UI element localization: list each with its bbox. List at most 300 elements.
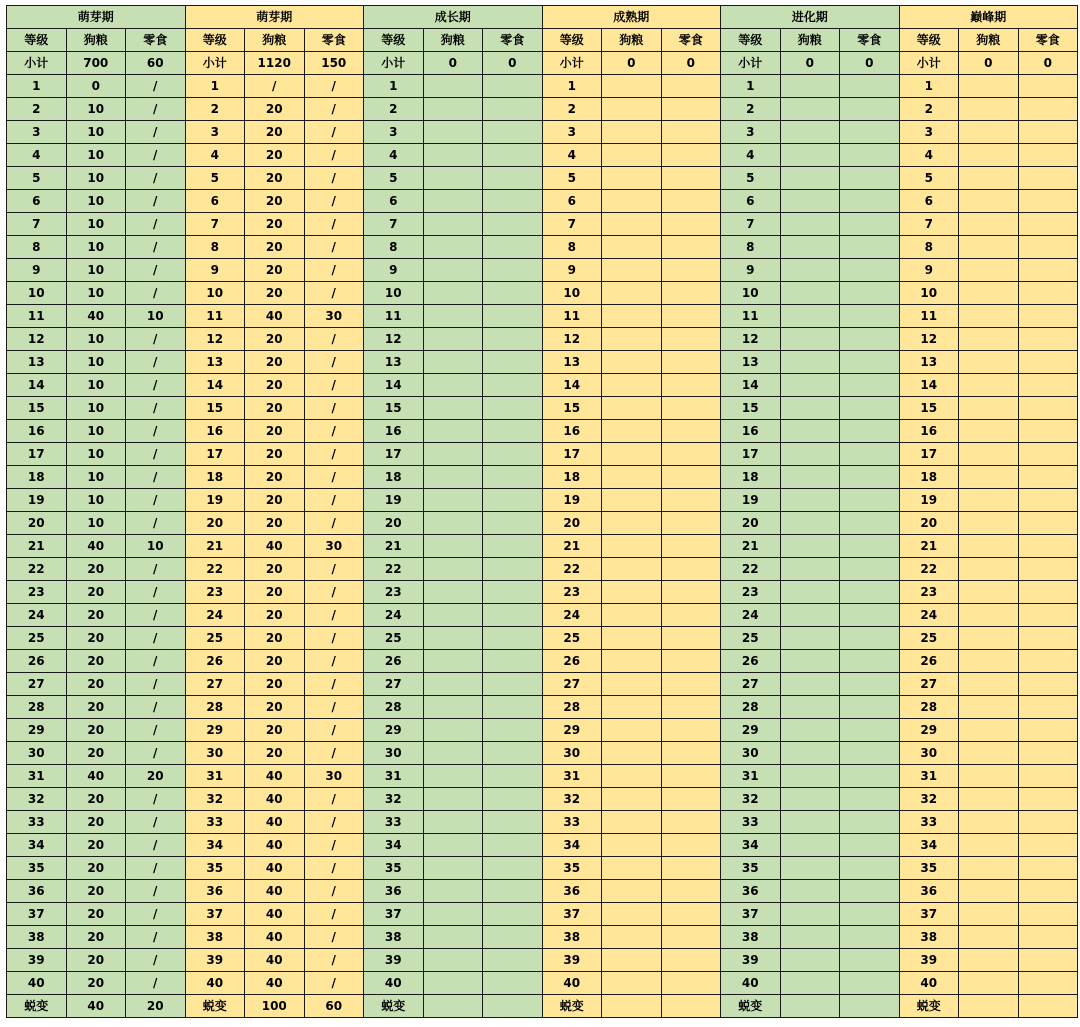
food-cell[interactable] [780, 880, 840, 903]
snack-cell[interactable] [483, 719, 543, 742]
food-cell[interactable] [423, 903, 483, 926]
level-cell[interactable]: 27 [364, 673, 424, 696]
snack-cell[interactable] [840, 558, 900, 581]
level-cell[interactable]: 7 [364, 213, 424, 236]
snack-cell[interactable] [483, 420, 543, 443]
level-cell[interactable]: 38 [542, 926, 602, 949]
snack-cell[interactable] [483, 765, 543, 788]
food-cell[interactable] [959, 466, 1019, 489]
food-cell[interactable]: 20 [66, 742, 126, 765]
food-cell[interactable] [602, 788, 662, 811]
food-cell[interactable] [959, 236, 1019, 259]
snack-cell[interactable] [661, 190, 721, 213]
level-cell[interactable]: 32 [7, 788, 67, 811]
snack-cell[interactable] [483, 903, 543, 926]
snack-cell[interactable] [661, 581, 721, 604]
level-cell[interactable]: 27 [721, 673, 781, 696]
level-cell[interactable]: 31 [721, 765, 781, 788]
final-snack[interactable]: 60 [304, 995, 364, 1018]
snack-cell[interactable]: / [126, 328, 186, 351]
food-cell[interactable] [423, 719, 483, 742]
snack-cell[interactable] [483, 213, 543, 236]
food-cell[interactable]: 40 [245, 949, 305, 972]
snack-cell[interactable]: / [126, 742, 186, 765]
food-cell[interactable] [959, 903, 1019, 926]
level-cell[interactable]: 40 [185, 972, 245, 995]
food-cell[interactable] [780, 190, 840, 213]
food-cell[interactable] [602, 374, 662, 397]
level-cell[interactable]: 24 [899, 604, 959, 627]
level-cell[interactable]: 32 [364, 788, 424, 811]
level-cell[interactable]: 40 [721, 972, 781, 995]
level-cell[interactable]: 15 [721, 397, 781, 420]
snack-cell[interactable]: / [126, 696, 186, 719]
snack-cell[interactable] [1018, 903, 1078, 926]
snack-cell[interactable] [483, 742, 543, 765]
level-cell[interactable]: 29 [364, 719, 424, 742]
food-cell[interactable] [423, 880, 483, 903]
snack-cell[interactable] [1018, 98, 1078, 121]
snack-cell[interactable] [840, 374, 900, 397]
snack-cell[interactable] [840, 190, 900, 213]
food-cell[interactable]: 20 [245, 121, 305, 144]
food-cell[interactable] [959, 282, 1019, 305]
column-header-food[interactable]: 狗粮 [423, 29, 483, 52]
level-cell[interactable]: 25 [899, 627, 959, 650]
level-cell[interactable]: 27 [185, 673, 245, 696]
level-cell[interactable]: 10 [7, 282, 67, 305]
snack-cell[interactable]: / [126, 489, 186, 512]
level-cell[interactable]: 33 [899, 811, 959, 834]
level-cell[interactable]: 39 [7, 949, 67, 972]
snack-cell[interactable] [483, 581, 543, 604]
snack-cell[interactable] [840, 857, 900, 880]
snack-cell[interactable] [840, 696, 900, 719]
food-cell[interactable] [959, 397, 1019, 420]
level-cell[interactable]: 3 [721, 121, 781, 144]
level-cell[interactable]: 20 [542, 512, 602, 535]
food-cell[interactable] [780, 328, 840, 351]
snack-cell[interactable]: / [126, 236, 186, 259]
level-cell[interactable]: 39 [542, 949, 602, 972]
subtotal-food[interactable]: 1120 [245, 52, 305, 75]
food-cell[interactable] [780, 236, 840, 259]
column-header-snack[interactable]: 零食 [126, 29, 186, 52]
food-cell[interactable]: 20 [245, 604, 305, 627]
stage-header[interactable]: 萌芽期 [7, 6, 186, 29]
food-cell[interactable] [780, 305, 840, 328]
food-cell[interactable]: 20 [245, 351, 305, 374]
snack-cell[interactable]: / [126, 627, 186, 650]
snack-cell[interactable] [483, 374, 543, 397]
snack-cell[interactable]: / [304, 443, 364, 466]
food-cell[interactable] [423, 696, 483, 719]
level-cell[interactable]: 29 [899, 719, 959, 742]
food-cell[interactable] [959, 535, 1019, 558]
food-cell[interactable] [780, 926, 840, 949]
snack-cell[interactable] [1018, 167, 1078, 190]
food-cell[interactable] [602, 903, 662, 926]
subtotal-label[interactable]: 小计 [364, 52, 424, 75]
snack-cell[interactable]: / [304, 604, 364, 627]
food-cell[interactable] [423, 673, 483, 696]
snack-cell[interactable] [840, 282, 900, 305]
food-cell[interactable]: 10 [66, 351, 126, 374]
subtotal-food[interactable]: 0 [959, 52, 1019, 75]
snack-cell[interactable] [661, 305, 721, 328]
level-cell[interactable]: 22 [721, 558, 781, 581]
level-cell[interactable]: 13 [542, 351, 602, 374]
level-cell[interactable]: 7 [899, 213, 959, 236]
level-cell[interactable]: 23 [364, 581, 424, 604]
snack-cell[interactable]: / [126, 811, 186, 834]
stage-header[interactable]: 成长期 [364, 6, 543, 29]
snack-cell[interactable] [483, 558, 543, 581]
snack-cell[interactable] [1018, 374, 1078, 397]
snack-cell[interactable]: / [126, 397, 186, 420]
food-cell[interactable] [423, 834, 483, 857]
level-cell[interactable]: 3 [364, 121, 424, 144]
snack-cell[interactable]: / [304, 121, 364, 144]
snack-cell[interactable] [483, 788, 543, 811]
snack-cell[interactable] [1018, 535, 1078, 558]
snack-cell[interactable]: / [304, 75, 364, 98]
snack-cell[interactable]: / [126, 650, 186, 673]
food-cell[interactable] [602, 857, 662, 880]
level-cell[interactable]: 16 [542, 420, 602, 443]
stage-header[interactable]: 萌芽期 [185, 6, 364, 29]
snack-cell[interactable]: / [126, 949, 186, 972]
food-cell[interactable]: 10 [66, 98, 126, 121]
snack-cell[interactable] [840, 972, 900, 995]
food-cell[interactable] [602, 305, 662, 328]
snack-cell[interactable] [840, 719, 900, 742]
food-cell[interactable] [423, 972, 483, 995]
snack-cell[interactable] [1018, 742, 1078, 765]
snack-cell[interactable] [1018, 144, 1078, 167]
level-cell[interactable]: 7 [721, 213, 781, 236]
level-cell[interactable]: 15 [7, 397, 67, 420]
snack-cell[interactable]: / [304, 811, 364, 834]
food-cell[interactable] [423, 328, 483, 351]
level-cell[interactable]: 14 [185, 374, 245, 397]
food-cell[interactable] [959, 190, 1019, 213]
snack-cell[interactable] [1018, 213, 1078, 236]
snack-cell[interactable] [661, 121, 721, 144]
snack-cell[interactable]: / [126, 167, 186, 190]
food-cell[interactable]: 40 [245, 788, 305, 811]
food-cell[interactable] [602, 236, 662, 259]
food-cell[interactable] [602, 719, 662, 742]
snack-cell[interactable] [840, 535, 900, 558]
level-cell[interactable]: 7 [7, 213, 67, 236]
column-header-snack[interactable]: 零食 [1018, 29, 1078, 52]
final-food[interactable] [780, 995, 840, 1018]
snack-cell[interactable] [1018, 696, 1078, 719]
food-cell[interactable]: 40 [245, 880, 305, 903]
food-cell[interactable]: 20 [66, 857, 126, 880]
food-cell[interactable]: 20 [245, 443, 305, 466]
final-snack[interactable] [661, 995, 721, 1018]
food-cell[interactable] [780, 374, 840, 397]
snack-cell[interactable] [840, 949, 900, 972]
level-cell[interactable]: 30 [721, 742, 781, 765]
snack-cell[interactable]: / [126, 903, 186, 926]
level-cell[interactable]: 25 [185, 627, 245, 650]
snack-cell[interactable]: 30 [304, 535, 364, 558]
level-cell[interactable]: 34 [7, 834, 67, 857]
snack-cell[interactable] [840, 788, 900, 811]
food-cell[interactable] [423, 926, 483, 949]
snack-cell[interactable] [661, 512, 721, 535]
level-cell[interactable]: 9 [7, 259, 67, 282]
level-cell[interactable]: 38 [721, 926, 781, 949]
food-cell[interactable]: 40 [245, 903, 305, 926]
subtotal-label[interactable]: 小计 [542, 52, 602, 75]
column-header-snack[interactable]: 零食 [661, 29, 721, 52]
snack-cell[interactable] [840, 834, 900, 857]
snack-cell[interactable] [483, 673, 543, 696]
level-cell[interactable]: 18 [899, 466, 959, 489]
food-cell[interactable] [602, 144, 662, 167]
food-cell[interactable] [780, 604, 840, 627]
level-cell[interactable]: 30 [542, 742, 602, 765]
subtotal-label[interactable]: 小计 [721, 52, 781, 75]
level-cell[interactable]: 29 [542, 719, 602, 742]
food-cell[interactable]: 20 [245, 259, 305, 282]
level-cell[interactable]: 39 [185, 949, 245, 972]
food-cell[interactable]: / [245, 75, 305, 98]
food-cell[interactable]: 20 [245, 512, 305, 535]
snack-cell[interactable] [483, 489, 543, 512]
level-cell[interactable]: 5 [7, 167, 67, 190]
level-cell[interactable]: 36 [899, 880, 959, 903]
snack-cell[interactable]: / [304, 351, 364, 374]
level-cell[interactable]: 18 [185, 466, 245, 489]
food-cell[interactable] [602, 811, 662, 834]
level-cell[interactable]: 1 [7, 75, 67, 98]
column-header-level[interactable]: 等级 [185, 29, 245, 52]
subtotal-food[interactable]: 0 [602, 52, 662, 75]
food-cell[interactable] [959, 972, 1019, 995]
final-label[interactable]: 蜕变 [721, 995, 781, 1018]
level-cell[interactable]: 31 [542, 765, 602, 788]
food-cell[interactable] [423, 420, 483, 443]
food-cell[interactable]: 20 [245, 673, 305, 696]
food-cell[interactable] [780, 673, 840, 696]
snack-cell[interactable]: / [304, 512, 364, 535]
snack-cell[interactable] [1018, 926, 1078, 949]
subtotal-food[interactable]: 0 [780, 52, 840, 75]
snack-cell[interactable]: / [304, 857, 364, 880]
snack-cell[interactable]: / [126, 98, 186, 121]
level-cell[interactable]: 20 [364, 512, 424, 535]
food-cell[interactable] [959, 857, 1019, 880]
snack-cell[interactable] [840, 604, 900, 627]
food-cell[interactable] [423, 742, 483, 765]
level-cell[interactable]: 28 [185, 696, 245, 719]
level-cell[interactable]: 36 [7, 880, 67, 903]
level-cell[interactable]: 17 [185, 443, 245, 466]
food-cell[interactable] [423, 788, 483, 811]
food-cell[interactable] [780, 512, 840, 535]
column-header-food[interactable]: 狗粮 [959, 29, 1019, 52]
level-cell[interactable]: 18 [364, 466, 424, 489]
food-cell[interactable]: 40 [245, 535, 305, 558]
snack-cell[interactable] [840, 305, 900, 328]
snack-cell[interactable] [840, 397, 900, 420]
food-cell[interactable] [423, 75, 483, 98]
snack-cell[interactable] [661, 213, 721, 236]
food-cell[interactable] [780, 949, 840, 972]
snack-cell[interactable]: / [126, 512, 186, 535]
level-cell[interactable]: 2 [185, 98, 245, 121]
level-cell[interactable]: 28 [899, 696, 959, 719]
level-cell[interactable]: 5 [185, 167, 245, 190]
food-cell[interactable] [959, 581, 1019, 604]
food-cell[interactable]: 10 [66, 420, 126, 443]
level-cell[interactable]: 28 [542, 696, 602, 719]
level-cell[interactable]: 23 [899, 581, 959, 604]
snack-cell[interactable]: / [304, 328, 364, 351]
snack-cell[interactable]: / [304, 420, 364, 443]
food-cell[interactable] [423, 949, 483, 972]
snack-cell[interactable] [840, 466, 900, 489]
level-cell[interactable]: 5 [364, 167, 424, 190]
food-cell[interactable] [423, 857, 483, 880]
snack-cell[interactable] [1018, 558, 1078, 581]
food-cell[interactable] [959, 167, 1019, 190]
food-cell[interactable]: 20 [66, 673, 126, 696]
food-cell[interactable] [780, 765, 840, 788]
level-cell[interactable]: 29 [721, 719, 781, 742]
snack-cell[interactable] [840, 98, 900, 121]
food-cell[interactable] [602, 420, 662, 443]
snack-cell[interactable]: / [304, 949, 364, 972]
level-cell[interactable]: 10 [721, 282, 781, 305]
food-cell[interactable]: 10 [66, 512, 126, 535]
food-cell[interactable] [780, 535, 840, 558]
level-cell[interactable]: 34 [364, 834, 424, 857]
snack-cell[interactable] [1018, 972, 1078, 995]
snack-cell[interactable]: / [126, 673, 186, 696]
food-cell[interactable] [780, 650, 840, 673]
final-food[interactable] [602, 995, 662, 1018]
food-cell[interactable] [959, 443, 1019, 466]
snack-cell[interactable]: / [304, 213, 364, 236]
food-cell[interactable] [780, 167, 840, 190]
snack-cell[interactable]: / [304, 282, 364, 305]
food-cell[interactable]: 20 [245, 98, 305, 121]
food-cell[interactable] [959, 673, 1019, 696]
level-cell[interactable]: 1 [542, 75, 602, 98]
food-cell[interactable] [780, 696, 840, 719]
food-cell[interactable]: 10 [66, 190, 126, 213]
level-cell[interactable]: 11 [721, 305, 781, 328]
snack-cell[interactable]: / [126, 420, 186, 443]
level-cell[interactable]: 32 [899, 788, 959, 811]
column-header-level[interactable]: 等级 [542, 29, 602, 52]
food-cell[interactable] [423, 650, 483, 673]
food-cell[interactable]: 20 [66, 788, 126, 811]
level-cell[interactable]: 14 [899, 374, 959, 397]
food-cell[interactable] [423, 535, 483, 558]
level-cell[interactable]: 9 [364, 259, 424, 282]
snack-cell[interactable] [483, 972, 543, 995]
food-cell[interactable]: 20 [245, 374, 305, 397]
snack-cell[interactable] [840, 627, 900, 650]
food-cell[interactable]: 20 [245, 397, 305, 420]
level-cell[interactable]: 33 [7, 811, 67, 834]
column-header-level[interactable]: 等级 [721, 29, 781, 52]
snack-cell[interactable] [661, 765, 721, 788]
food-cell[interactable]: 20 [66, 926, 126, 949]
level-cell[interactable]: 6 [721, 190, 781, 213]
snack-cell[interactable] [1018, 190, 1078, 213]
level-cell[interactable]: 36 [721, 880, 781, 903]
level-cell[interactable]: 38 [7, 926, 67, 949]
food-cell[interactable]: 20 [245, 719, 305, 742]
food-cell[interactable] [602, 673, 662, 696]
snack-cell[interactable]: / [126, 121, 186, 144]
food-cell[interactable]: 20 [66, 880, 126, 903]
level-cell[interactable]: 23 [542, 581, 602, 604]
subtotal-label[interactable]: 小计 [7, 52, 67, 75]
food-cell[interactable] [602, 604, 662, 627]
level-cell[interactable]: 32 [721, 788, 781, 811]
snack-cell[interactable] [661, 742, 721, 765]
level-cell[interactable]: 12 [542, 328, 602, 351]
food-cell[interactable] [959, 834, 1019, 857]
snack-cell[interactable] [483, 75, 543, 98]
final-label[interactable]: 蜕变 [7, 995, 67, 1018]
level-cell[interactable]: 19 [185, 489, 245, 512]
food-cell[interactable] [959, 374, 1019, 397]
level-cell[interactable]: 30 [185, 742, 245, 765]
final-snack[interactable] [483, 995, 543, 1018]
food-cell[interactable]: 20 [245, 213, 305, 236]
snack-cell[interactable] [661, 673, 721, 696]
level-cell[interactable]: 20 [7, 512, 67, 535]
level-cell[interactable]: 4 [899, 144, 959, 167]
level-cell[interactable]: 14 [542, 374, 602, 397]
snack-cell[interactable]: / [304, 489, 364, 512]
level-cell[interactable]: 15 [185, 397, 245, 420]
level-cell[interactable]: 22 [7, 558, 67, 581]
level-cell[interactable]: 32 [542, 788, 602, 811]
level-cell[interactable]: 35 [899, 857, 959, 880]
food-cell[interactable] [423, 144, 483, 167]
level-cell[interactable]: 5 [721, 167, 781, 190]
food-cell[interactable]: 20 [66, 604, 126, 627]
food-cell[interactable] [780, 811, 840, 834]
food-cell[interactable] [602, 443, 662, 466]
level-cell[interactable]: 16 [721, 420, 781, 443]
level-cell[interactable]: 9 [721, 259, 781, 282]
level-cell[interactable]: 3 [185, 121, 245, 144]
snack-cell[interactable] [1018, 121, 1078, 144]
level-cell[interactable]: 21 [899, 535, 959, 558]
level-cell[interactable]: 31 [899, 765, 959, 788]
level-cell[interactable]: 26 [899, 650, 959, 673]
level-cell[interactable]: 29 [7, 719, 67, 742]
food-cell[interactable] [780, 558, 840, 581]
level-cell[interactable]: 25 [721, 627, 781, 650]
snack-cell[interactable] [661, 259, 721, 282]
level-cell[interactable]: 16 [899, 420, 959, 443]
level-cell[interactable]: 18 [542, 466, 602, 489]
snack-cell[interactable]: / [304, 903, 364, 926]
